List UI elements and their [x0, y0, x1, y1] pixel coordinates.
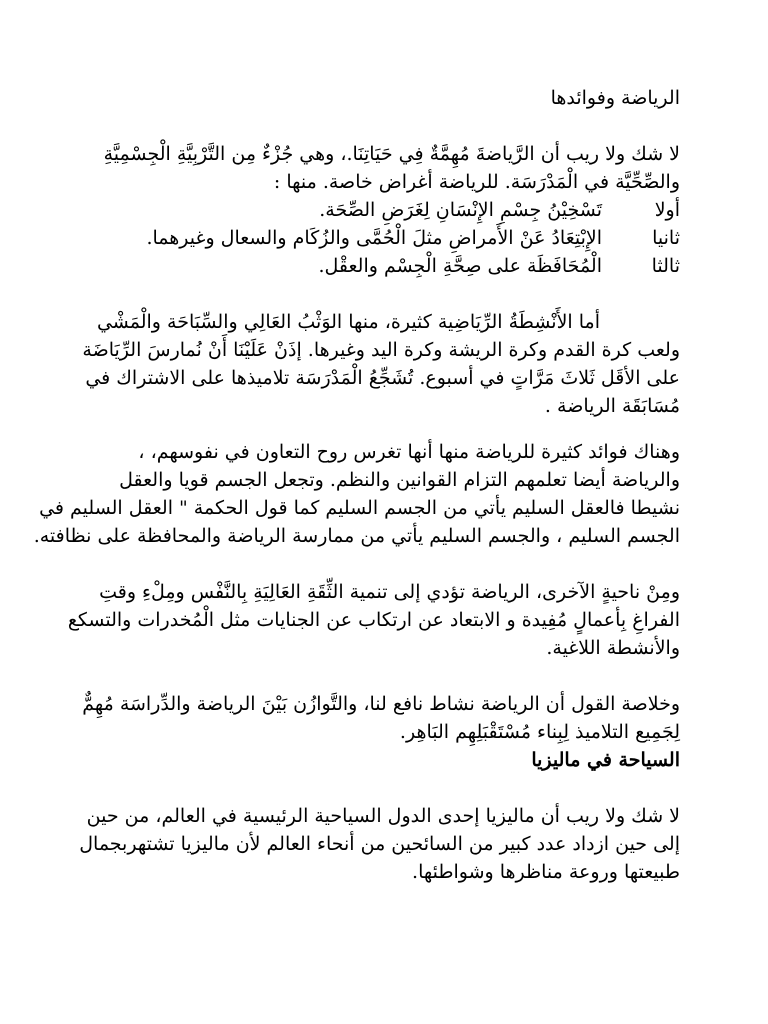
spacer — [90, 280, 680, 308]
spacer — [90, 550, 680, 578]
activities-line-2: ولعب كرة القدم وكرة الريشة وكرة اليد وغيرها. إذَنْ عَلَيْنَا أَنْ نُمارسَ الرِّيَاضَة — [82, 339, 680, 361]
activities-paragraph — [82, 308, 680, 420]
intro-line-2: والصِّحِّيَّة في الْمَدْرَسَة. للرياضة أغراض خاصة. منها : — [273, 171, 680, 193]
spacer — [90, 774, 680, 802]
goals-list — [90, 196, 680, 280]
list-label-2: ثانيا — [652, 227, 680, 249]
confidence-line-2: الفراغِ بِأعمالٍ مُفِيدة و الابتعاد عن ارتكاب عن الجنايات مثل الْمُخدرات والتسكع — [67, 609, 680, 631]
confidence-line-3: والأنشطة اللاغية. — [546, 637, 680, 659]
activities-line-1: أما الأَنْشِطَةُ الرِّيَاضِية كثيرة، منها الوَثْبُ العَالِي والسِّبَاحَة والْمَشْي — [96, 311, 600, 333]
list-item-2 — [90, 224, 680, 252]
activities-line-3: على الأقَل ثَلاثَ مَرَّاتٍ في أسبوع. تُشَجِّعُ الْمَدْرَسَة تلاميذها على الاشتراك في — [85, 367, 680, 389]
tourism-line-1: لا شك ولا ريب أن ماليزيا إحدى الدول السياحية الرئيسية في العالم، من حين — [86, 805, 680, 827]
tourism-line-2: إلى حين ازداد عدد كبير من السائحين من أنحاء العالم لأن ماليزيا تشتهربجمال — [79, 833, 680, 855]
list-label-1: أولا — [654, 199, 680, 221]
list-text-3: الْمُحَافَظَة على صِحَّةِ الْجِسْم والعقْل. — [318, 255, 602, 277]
tourism-paragraph — [79, 802, 680, 886]
benefits-line-1: وهناك فوائد كثيرة للرياضة منها أنها تغرس روح التعاون في نفوسهم، ، — [138, 441, 680, 463]
activities-line-4: مُسَابَقَة الرياضة . — [544, 395, 680, 417]
benefits-line-2: والرياضة أيضا تعلمهم التزام القوانين والنظم. وتجعل الجسم قويا والعقل — [119, 469, 680, 491]
confidence-line-1: ومِنْ ناحيةٍ الآخرى، الرياضة تؤدي إلى تنمية الثِّقَةِ العَالِيَةِ بِالنَّفْس ومِلْءِ وقتِ — [99, 581, 680, 603]
spacer — [90, 420, 680, 438]
tourism-line-3: طبيعتها وروعة مناظرها وشواطئها. — [412, 861, 680, 883]
document-page — [33, 84, 680, 886]
list-text-2: الإِبْتِعَادُ عَنْ الأَمراضِ مثلَ الْحُمَّى والزُكَام والسعال وغيرهما. — [146, 227, 602, 249]
benefits-line-4: الجسم السليم ، والجسم السليم يأتي من ممارسة الرياضة والمحافظة على نظافته. — [33, 525, 680, 547]
benefits-line-3: نشيطا فالعقل السليم يأتي من الجسم السليم كما قول الحكمة " العقل السليم في — [39, 497, 680, 519]
list-text-1: تَسْخِيْنُ جِسْمِ الإِنْسَانِ لِغَرَضِ الصِّحَة. — [319, 199, 602, 221]
document-title: الرياضة وفوائدها — [550, 87, 680, 109]
list-item-3 — [90, 252, 680, 280]
conclusion-paragraph — [82, 690, 680, 746]
spacer — [90, 662, 680, 690]
list-item-1 — [90, 196, 680, 224]
list-label-3: ثالثا — [651, 255, 680, 277]
conclusion-line-2: لِجَمِيع التلاميذ لِبِناء مُسْتَقْبَلِهِم البَاهِر. — [399, 721, 680, 743]
intro-line-1: لا شك ولا ريب أن الرَّياضةَ مُهِمَّةٌ فِي حَيَاتِنَا.، وهي جُزْءٌ مِن التَّرْبِيَّةِ الْجِسْمِيَّةِ — [103, 143, 680, 165]
intro-paragraph — [90, 140, 680, 196]
benefits-paragraph — [33, 438, 680, 550]
conclusion-line-1: وخلاصة القول أن الرياضة نشاط نافع لنا، والتَّوازُن بَيْنَ الرياضة والدِّراسَة مُهِمٌّ — [82, 693, 680, 715]
tourism-heading: السياحة في ماليزيا — [531, 749, 680, 771]
confidence-paragraph — [67, 578, 680, 662]
